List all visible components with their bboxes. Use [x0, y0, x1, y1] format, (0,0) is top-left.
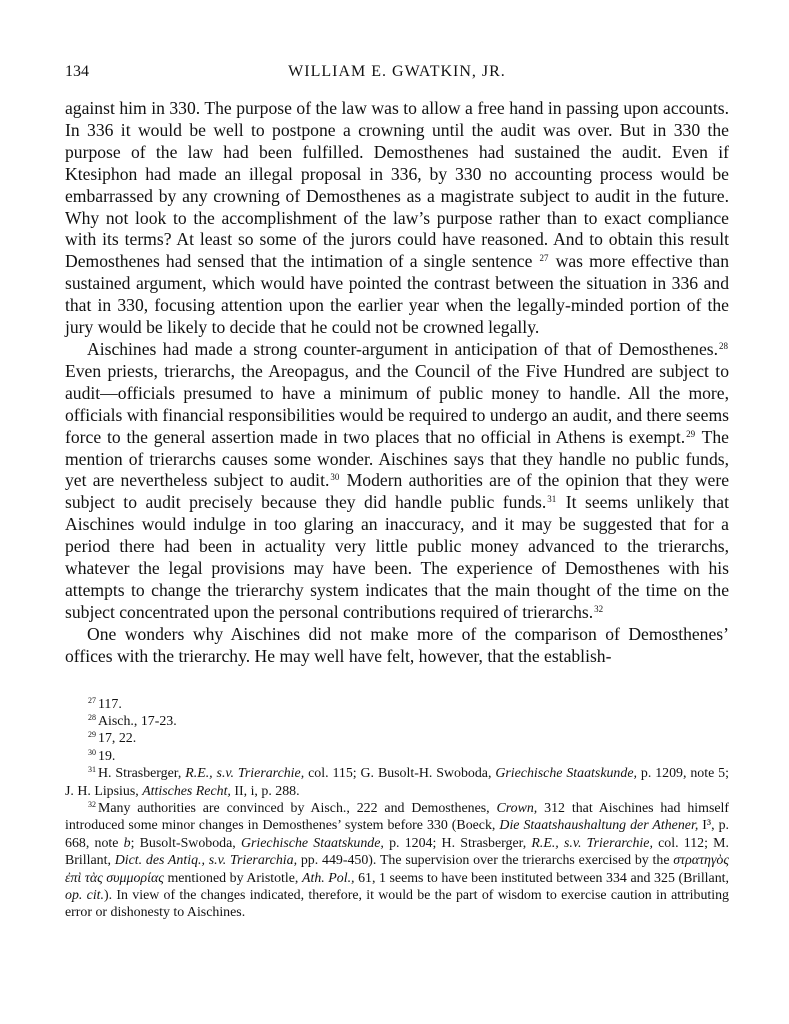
page	[65, 63, 729, 922]
footnote-italic: b	[123, 835, 131, 851]
footnote-text: mentioned by Aristotle,	[163, 870, 302, 886]
greek-phrase: στρατηγὸς ἐπὶ τὰς συμμορίας	[65, 853, 729, 886]
paragraph-2-part-c: The mention of trierarchs causes some wonder. Aischines says that they handle no public funds, yet are nevertheless subject to audit.	[65, 426, 729, 491]
footnote-ref-30: 30	[330, 472, 340, 483]
footnote-text: 117.	[98, 696, 122, 712]
footnote-italic: R.E., s.v. Trierarchie,	[531, 835, 653, 851]
footnote-text: Many authorities are convinced by Aisch., 222 and Demosthenes,	[98, 801, 497, 816]
paragraph-2-part-a: Aischines had made a strong counter-argument in anticipation of that of Demosthenes.	[87, 338, 718, 359]
paragraph-1-part-b: was more effective than sustained argument, which would have pointed the contrast between the situation in 336 and that in 330, focusing attention upon the earlier year when the legally-minded portion of the jury would be likely to decide that he could not be crowned legally.	[65, 251, 729, 338]
footnote-text: 61, 1 seems to have been instituted between 334 and 325 (Brillant,	[354, 870, 729, 886]
footnote-italic: op. cit.	[65, 888, 105, 904]
footnote-text: 17, 22.	[98, 731, 137, 747]
paragraph-1	[65, 98, 729, 339]
footnote-ref-32: 32	[594, 603, 604, 614]
footnote-text: II, i, p. 288.	[230, 783, 300, 799]
footnote-number: 29	[88, 730, 96, 740]
footnote-text: 312 that Aischines had himself introduced some minor changes in Demosthenes’ system before 330 (Boeck,	[65, 801, 729, 834]
footnote-ref-27: 27	[539, 253, 549, 264]
footnote-text: p. 1209, note 5; J. H. Lipsius,	[65, 766, 729, 799]
footnote-italic: Dict. des Antiq., s.v. Trierarchia,	[114, 853, 298, 869]
running-head: WILLIAM E. GWATKIN, JR.	[288, 63, 506, 80]
page-number: 134	[65, 63, 89, 80]
footnote-text: col. 112; M. Brillant,	[65, 835, 729, 869]
footnote-italic: Griechische Staatskunde,	[240, 835, 384, 851]
footnotes	[65, 696, 729, 922]
footnote-text: pp. 449-450). The supervision over the trierarchs exercised by the	[297, 853, 674, 869]
footnote-number: 27	[88, 695, 96, 705]
body-text	[65, 98, 729, 668]
footnote-ref-31: 31	[547, 494, 557, 505]
footnote-italic: Griechische Staatskunde,	[495, 766, 637, 782]
footnote-text: I³, p. 668, note	[65, 818, 729, 851]
footnote-number: 28	[88, 712, 96, 722]
footnote-27	[65, 696, 729, 713]
footnote-italic: Die Staatshaushaltung der Athener,	[499, 818, 699, 834]
running-header	[65, 63, 729, 93]
paragraph-2-part-e: It seems unlikely that Aischines would indulge in too glaring an inaccuracy, and it may be suggested that for a period there had been in actuality very little public money advanced to the trierarchs, whatever the legal provisions may have been. The experience of Demosthenes with his attempts to change the trierarchy system indicates that the main thought of the time on the subject concentrated upon the personal contributions required of trierarchs.	[65, 492, 729, 622]
footnote-28	[65, 713, 729, 730]
footnote-italic: Crown,	[496, 801, 538, 816]
paragraph-2	[65, 339, 729, 624]
footnote-text: ). In view of the changes indicated, therefore, it would be the part of wisdom to exercise caution in attributing error or dishonesty to Aischines.	[65, 888, 729, 921]
paragraph-1-part-a: against him in 330. The purpose of the law was to allow a free hand in passing upon accounts. In 336 it would be well to postpone a crowning until the audit was over. But in 330 the purpose of the law had been fulfilled. Demosthenes had sustained the audit. Even if Ktesiphon had made an illegal proposal in 336, by 330 no accounting process would be embarrassed by any crowning of Demosthenes as a magistrate subject to audit in the future. Why not look to the accomplishment of the law’s purpose rather than to exact compliance with its terms? At least so some of the jurors could have reasoned. And to obtain this result Demosthenes had sensed that the intimation of a single sentence	[65, 98, 729, 272]
footnote-ref-28: 28	[719, 340, 728, 351]
footnote-32	[65, 800, 729, 922]
footnote-number: 30	[88, 747, 96, 757]
footnote-number: 32	[88, 800, 96, 809]
footnote-italic: Attisches Recht,	[142, 783, 231, 799]
paragraph-2-part-b: Even priests, trierarchs, the Areopagus, and the Council of the Five Hundred are subject to audit—officials presumed to have a minimum of public money to handle. All the more, officials with financial responsibilities would be required to undergo an audit, and there seems force to the general assertion made in two places that no official in Athens is exempt.	[65, 360, 729, 447]
footnote-italic: R.E., s.v. Trierarchie,	[185, 766, 305, 782]
footnote-text: Aisch., 17-23.	[98, 713, 177, 729]
footnote-number: 31	[88, 765, 96, 775]
footnote-30	[65, 748, 729, 765]
footnote-text: 19.	[98, 748, 116, 764]
footnote-29	[65, 730, 729, 747]
footnote-ref-29: 29	[686, 428, 696, 439]
footnote-text: col. 115; G. Busolt-H. Swoboda,	[304, 766, 496, 782]
paragraph-3: One wonders why Aischines did not make more of the comparison of Demosthenes’ offices with the trierarchy. He may well have felt, however, that the establish-	[65, 623, 729, 666]
footnote-text: H. Strasberger,	[98, 766, 186, 782]
footnote-italic: Ath. Pol.,	[301, 870, 355, 886]
paragraph-2-part-d: Modern authorities are of the opinion that they were subject to audit precisely because they did handle public funds.	[65, 470, 730, 513]
footnote-31	[65, 765, 729, 800]
footnote-text: ; Busolt-Swoboda,	[130, 835, 241, 851]
footnote-text: p. 1204; H. Strasberger,	[383, 835, 532, 851]
